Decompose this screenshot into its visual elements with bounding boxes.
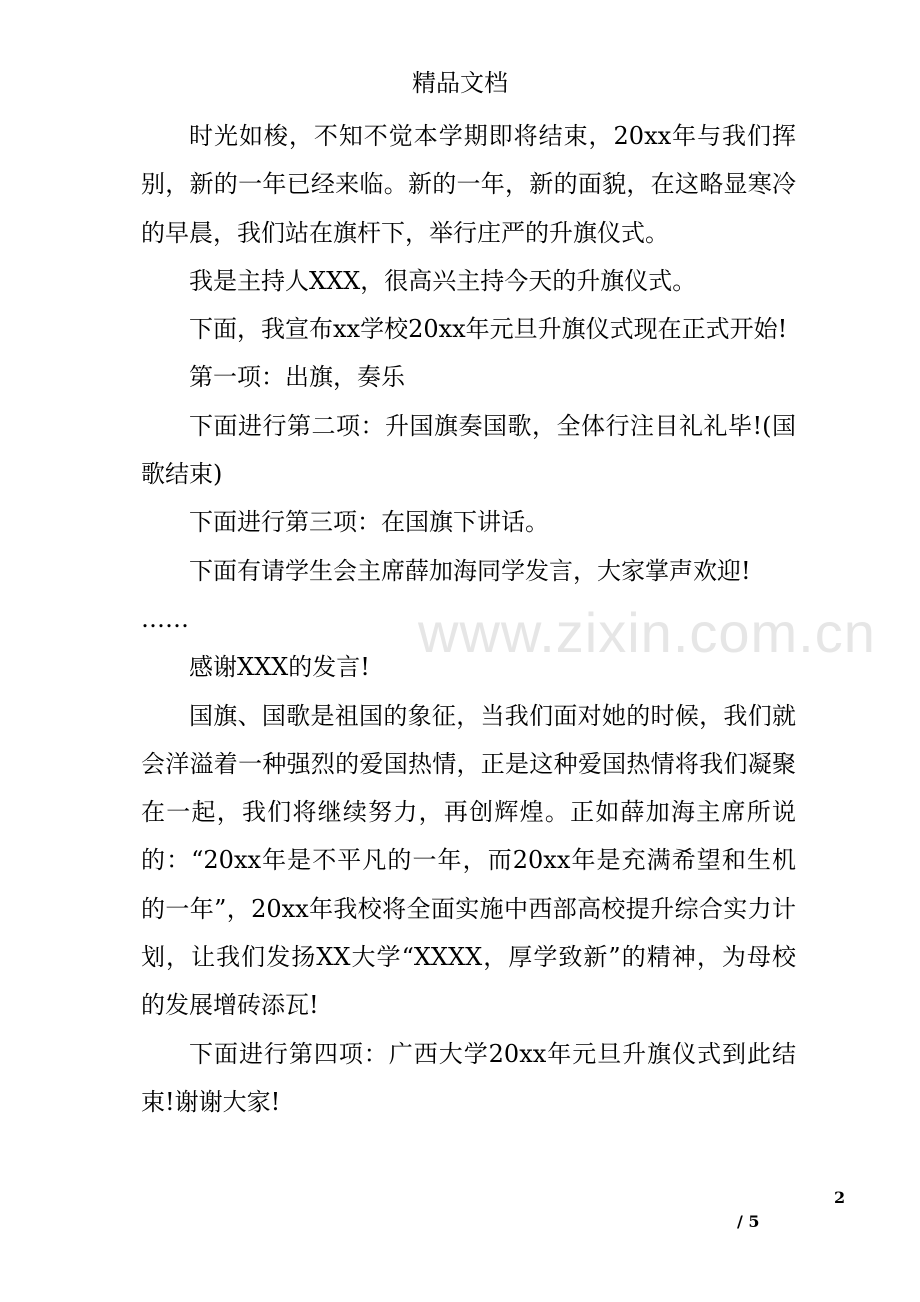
paragraph: 下面有请学生会主席薛加海同学发言，大家掌声欢迎!: [189, 556, 751, 585]
ellipsis-line: ……: [141, 604, 189, 633]
paragraph: 第一项：出旗，奏乐: [189, 363, 405, 392]
paragraph: 下面进行第二项：升国旗奏国歌，全体行注目礼礼毕!(国歌结束): [141, 411, 796, 489]
page-header-title: 精品文档: [412, 69, 508, 97]
page-total: / 5: [737, 1212, 760, 1231]
paragraph: 时光如梭，不知不觉本学期即将结束，20xx年与我们挥别，新的一年已经来临。新的一年，新的面貌，在这略显寒冷的早晨，我们站在旗杆下，举行庄严的升旗仪式。: [141, 122, 796, 247]
document-body: [141, 112, 796, 1126]
paragraph: 感谢XXX的发言!: [189, 653, 370, 682]
paragraph: 国旗、国歌是祖国的象征，当我们面对她的时候，我们就会洋溢着一种强烈的爱国热情，正是这种爱国热情将我们凝聚在一起，我们将继续努力，再创辉煌。正如薛加海主席所说的：“20xx年是不平凡的一年，而20xx年是充满希望和生机的一年”，20xx年我校将全面实施中西部高校提升综合实力计划，让我们发扬XX大学“XXXX，厚学致新”的精神，为母校的发展增砖添瓦!: [141, 701, 796, 1020]
paragraph: 我是主持人XXX，很高兴主持今天的升旗仪式。: [189, 266, 697, 295]
paragraph: 下面进行第四项：广西大学20xx年元旦升旗仪式到此结束!谢谢大家!: [141, 1039, 796, 1116]
paragraph: 下面，我宣布xx学校20xx年元旦升旗仪式现在正式开始!: [189, 315, 788, 344]
page-number: 2: [834, 1188, 846, 1207]
paragraph: 下面进行第三项：在国旗下讲话。: [189, 508, 549, 537]
watermark: www.zixin.com.cn: [418, 601, 876, 664]
